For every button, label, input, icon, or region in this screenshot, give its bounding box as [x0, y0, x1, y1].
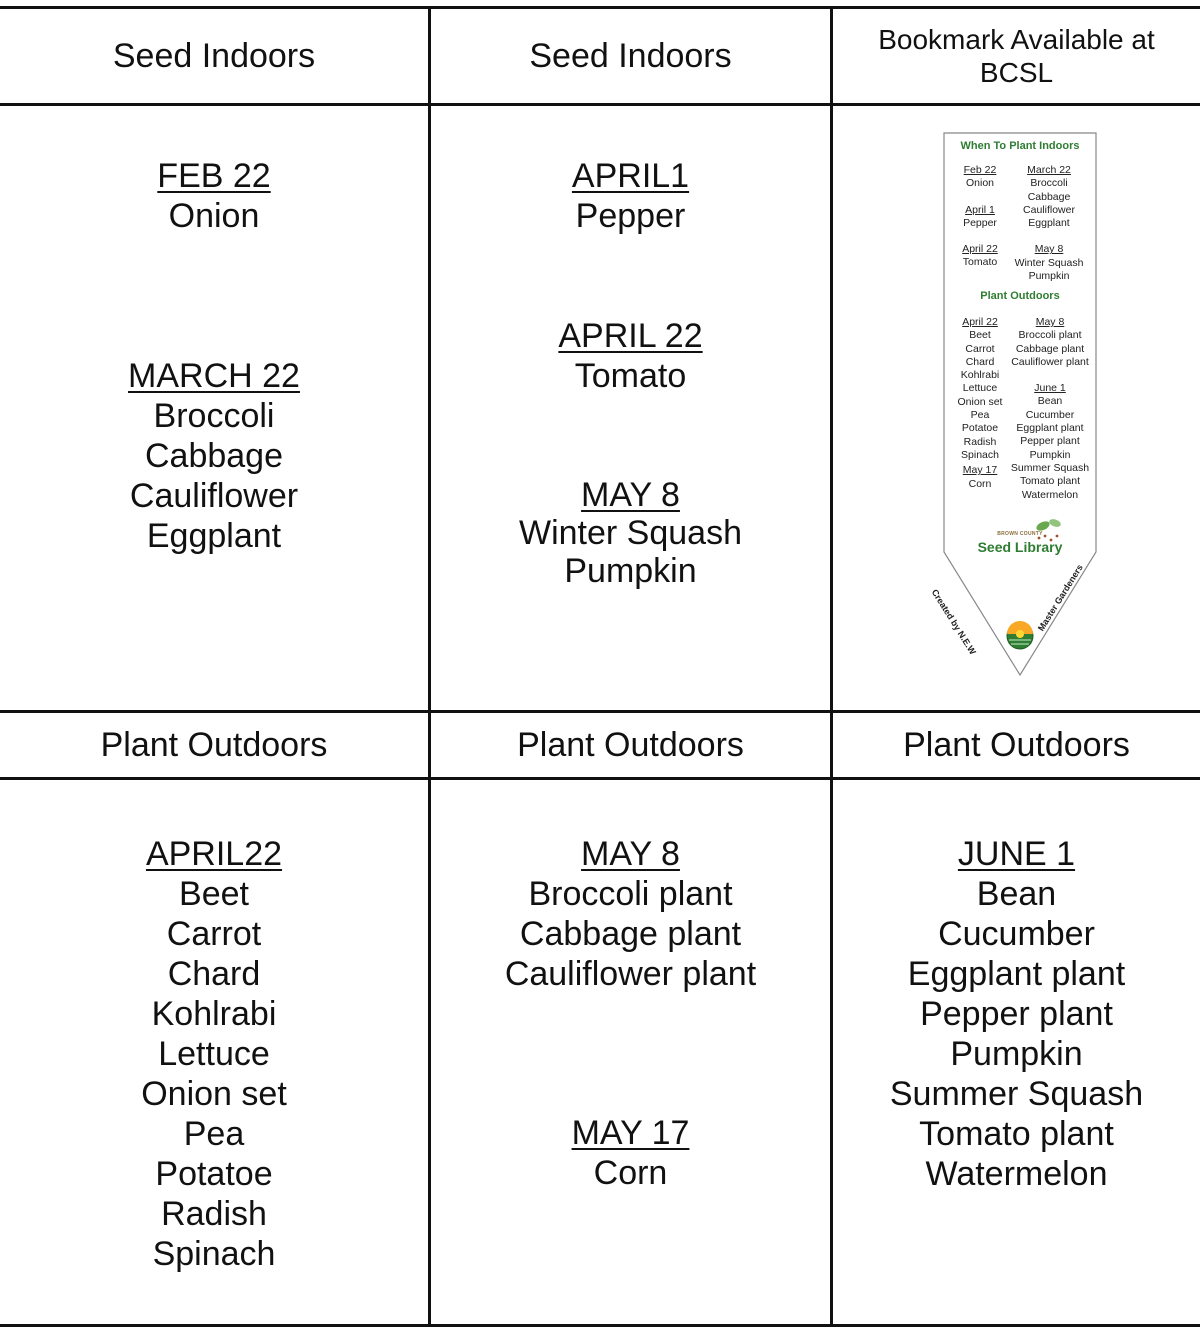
plant-item: Broccoli plant: [528, 875, 733, 913]
plant-item: Pumpkin: [950, 1035, 1083, 1073]
plant-item: Radish: [161, 1195, 267, 1233]
plant-outdoors-col3: [830, 780, 1200, 1324]
bookmark-date: April 22: [962, 316, 998, 328]
plant-item: Corn: [593, 1154, 668, 1192]
bookmark-item: Pumpkin: [1029, 448, 1071, 461]
date-label: MAY 17: [571, 1114, 690, 1152]
header-plant-outdoors-3: Plant Outdoors: [830, 713, 1200, 777]
date-label: APRIL 22: [558, 317, 703, 355]
plant-item: Watermelon: [925, 1155, 1108, 1193]
bookmark-item: Pepper: [963, 216, 997, 229]
plant-item: Carrot: [166, 915, 262, 953]
bookmark-date: March 22: [1027, 164, 1071, 176]
bookmark-item: Cucumber: [1025, 408, 1075, 421]
schedule-block: [431, 1113, 830, 1193]
header-seed-indoors-1: Seed Indoors: [112, 37, 316, 75]
bookmark-item: Bean: [1037, 395, 1063, 408]
bookmark-item: Eggplant: [1028, 217, 1070, 230]
plant-item: Beet: [179, 875, 249, 913]
bookmark-item: Carrot: [965, 342, 995, 355]
bookmark-item: Tomato: [962, 256, 998, 269]
date-label: MAY 8: [581, 835, 680, 873]
plant-item: Onion: [168, 197, 260, 235]
plant-item: Cauliflower plant: [504, 955, 757, 993]
plant-item: Cabbage plant: [519, 915, 742, 953]
seed-indoors-col1: [0, 106, 428, 710]
schedule-block: [0, 156, 428, 236]
date-label: JUNE 1: [957, 835, 1076, 873]
plant-outdoors-row: [0, 777, 1200, 1327]
plant-item: Lettuce: [158, 1035, 270, 1073]
bookmark-title-outdoors: Plant Outdoors: [980, 290, 1060, 302]
plant-item: Cucumber: [938, 915, 1095, 953]
bookmark-date: June 1: [1034, 382, 1066, 395]
bookmark-date: Feb 22: [963, 164, 997, 176]
bookmark-item: Broccoli plant: [1018, 329, 1082, 342]
plant-item: Spinach: [152, 1235, 276, 1273]
bookmark-item: Lettuce: [962, 382, 998, 395]
date-label: FEB 22: [157, 157, 271, 195]
logo-name-text: Seed Library: [977, 539, 1063, 556]
bookmark-item: Kohlrabi: [960, 369, 1000, 382]
date-label: MAY 8: [581, 476, 680, 514]
header-row-plant-outdoors: [0, 710, 1200, 777]
header-row-seed-indoors: [0, 6, 1200, 103]
bookmark-item: Broccoli: [1030, 177, 1068, 190]
bookmark-item: Onion: [965, 177, 995, 190]
bookmark-date: May 17: [962, 464, 998, 477]
date-label: APRIL1: [571, 157, 690, 195]
bookmark-cell: [830, 106, 1200, 710]
bookmark-item: Summer Squash: [1010, 461, 1090, 474]
plant-item: Chard: [167, 955, 261, 993]
bookmark-item: Cabbage: [1027, 190, 1071, 203]
date-label: APRIL22: [145, 835, 283, 873]
bookmark-item: Pumpkin: [1028, 270, 1070, 283]
plant-item: Kohlrabi: [151, 995, 277, 1033]
bookmark-image: [929, 132, 1097, 676]
plant-item: Eggplant: [146, 517, 282, 555]
bookmark-item: Corn: [968, 477, 992, 490]
bookmark-item: Cauliflower plant: [1011, 355, 1089, 368]
bookmark-outdoor-right: [1005, 316, 1095, 502]
plant-item: Onion set: [141, 1075, 287, 1113]
schedule-block: [431, 476, 830, 590]
header-plant-outdoors-1: Plant Outdoors: [100, 726, 328, 764]
plant-outdoors-col1: [0, 780, 428, 1324]
bookmark-item: Watermelon: [1021, 488, 1079, 501]
plant-item: Tomato: [574, 357, 687, 395]
bookmark-date: May 8: [1035, 316, 1065, 328]
plant-item: Pumpkin: [564, 552, 697, 590]
plant-item: Pea: [183, 1115, 245, 1153]
plant-item: Cabbage: [144, 437, 283, 475]
plant-item: Winter Squash: [519, 514, 742, 552]
bookmark-item: Pepper plant: [1020, 435, 1080, 448]
schedule-block: [833, 834, 1200, 1194]
plant-item: Summer Squash: [889, 1075, 1144, 1113]
header-plant-outdoors-2: Plant Outdoors: [428, 713, 830, 777]
bookmark-item: Spinach: [961, 448, 999, 461]
plant-item: Broccoli: [153, 397, 275, 435]
bookmark-item: Winter Squash: [1014, 256, 1084, 269]
plant-item: Pepper: [575, 197, 686, 235]
bookmark-date: May 8: [1034, 243, 1064, 256]
plant-item: Tomato plant: [919, 1115, 1114, 1153]
schedule-block: [431, 156, 830, 236]
header-seed-indoors-2: Seed Indoors: [428, 9, 830, 103]
bookmark-item: Radish: [963, 435, 997, 448]
schedule-block: [0, 356, 428, 556]
bookmark-item: Onion set: [957, 395, 1003, 408]
planting-schedule-table: [0, 6, 1200, 1327]
bookmark-item: Tomato plant: [1019, 475, 1081, 488]
seed-library-logo: [970, 528, 1070, 555]
plant-outdoors-col2: [428, 780, 830, 1324]
schedule-block: [431, 834, 830, 994]
schedule-block: [0, 834, 428, 1274]
bookmark-title-indoors: When To Plant Indoors: [960, 140, 1080, 152]
bookmark-item: Beet: [969, 329, 991, 342]
bookmark-item: Eggplant plant: [1016, 422, 1084, 435]
bookmark-date: April 22: [962, 243, 998, 256]
bookmark-item: Potatoe: [961, 422, 999, 435]
plant-item: Eggplant plant: [907, 955, 1126, 993]
bookmark-credit-left: Created by N.E.W: [929, 587, 978, 657]
seed-indoors-row: [0, 103, 1200, 710]
bookmark-indoor-right: [1007, 164, 1091, 283]
bookmark-item: Cauliflower: [1023, 203, 1075, 216]
logo-county-text: BROWN COUNTY: [997, 531, 1043, 537]
schedule-block: [431, 316, 830, 396]
bookmark-indoor-left: [955, 164, 1005, 270]
bookmark-item: Chard: [965, 355, 995, 368]
bookmark-item: Cabbage plant: [1015, 342, 1085, 355]
header-bookmark: Bookmark Available at BCSL: [830, 9, 1200, 103]
bookmark-outdoor-left: [953, 316, 1007, 491]
bookmark-credit-right: Master Gardeners: [1035, 562, 1085, 633]
bookmark-date: April 1: [965, 203, 995, 216]
plant-item: Cauliflower: [129, 477, 299, 515]
plant-item: Pepper plant: [920, 995, 1113, 1033]
plant-item: Potatoe: [155, 1155, 273, 1193]
plant-item: Bean: [976, 875, 1057, 913]
bookmark-item: Pea: [970, 409, 990, 422]
date-label: MARCH 22: [128, 357, 300, 395]
seed-indoors-col2: [428, 106, 830, 710]
master-gardeners-emblem-icon: [1007, 621, 1033, 649]
